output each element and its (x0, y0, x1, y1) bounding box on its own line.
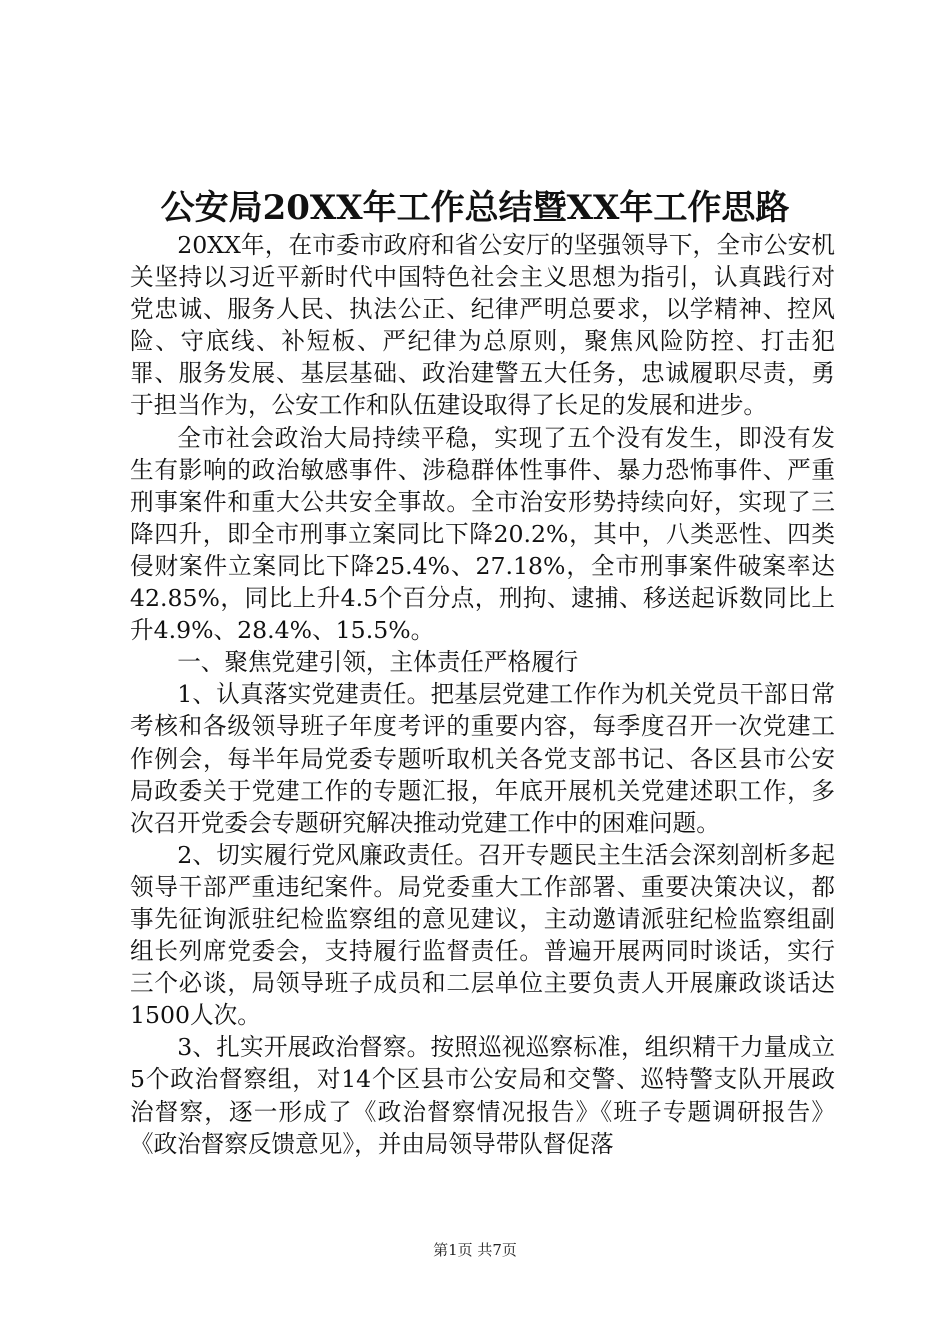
document-title: 公安局20XX年工作总结暨XX年工作思路 (160, 188, 790, 228)
paragraph-item-2: 2、切实履行党风廉政责任。召开专题民主生活会深刻剖析多起领导干部严重违纪案件。局党委重大工作部署、重要决策决议，都事先征询派驻纪检监察组的意见建议，主动邀请派驻纪检监察组副组长列席党委会，支持履行监督责任。普遍开展两同时谈话，实行三个必谈，局领导班子成员和二层单位主要负责人开展廉政谈话达1500人次。 (130, 840, 835, 1030)
paragraph-item-1: 1、认真落实党建责任。把基层党建工作作为机关党员干部日常考核和各级领导班子年度考评的重要内容，每季度召开一次党建工作例会，每半年局党委专题听取机关各党支部书记、各区县市公安局政委关于党建工作的专题汇报，年底开展机关党建述职工作，多次召开党委会专题研究解决推动党建工作中的困难问题。 (130, 680, 835, 837)
page-number-footer: 第1页 共7页 (433, 1241, 517, 1259)
paragraph-intro: 20XX年，在市委市政府和省公安厅的坚强领导下，全市公安机关坚持以习近平新时代中国特色社会主义思想为指引，认真践行对党忠诚、服务人民、执法公正、纪律严明总要求，以学精神、控风险、守底线、补短板、严纪律为总原则，聚焦风险防控、打击犯罪、服务发展、基层基础、政治建警五大任务，忠诚履职尽责，勇于担当作为，公安工作和队伍建设取得了长足的发展和进步。 (130, 231, 835, 420)
section-heading-1: 一、聚焦党建引领，主体责任严格履行 (177, 648, 579, 677)
paragraph-item-3: 3、扎实开展政治督察。按照巡视巡察标准，组织精干力量成立5个政治督察组，对14个区县市公安局和交警、巡特警支队开展政治督察，逐一形成了《政治督察情况报告》《班子专题调研报告》《政治督察反馈意见》，并由局领导带队督促落 (130, 1033, 835, 1158)
paragraph-situation: 全市社会政治大局持续平稳，实现了五个没有发生，即没有发生有影响的政治敏感事件、涉稳群体性事件、暴力恐怖事件、严重刑事案件和重大公共安全事故。全市治安形势持续向好，实现了三降四升，即全市刑事立案同比下降20.2%，其中，八类恶性、四类侵财案件立案同比下降25.4%、27.18%，全市刑事案件破案率达42.85%，同比上升4.5个百分点，刑拘、逮捕、移送起诉数同比上升4.9%、28.4%、15.5%。 (130, 423, 835, 645)
document-body (130, 229, 835, 1160)
